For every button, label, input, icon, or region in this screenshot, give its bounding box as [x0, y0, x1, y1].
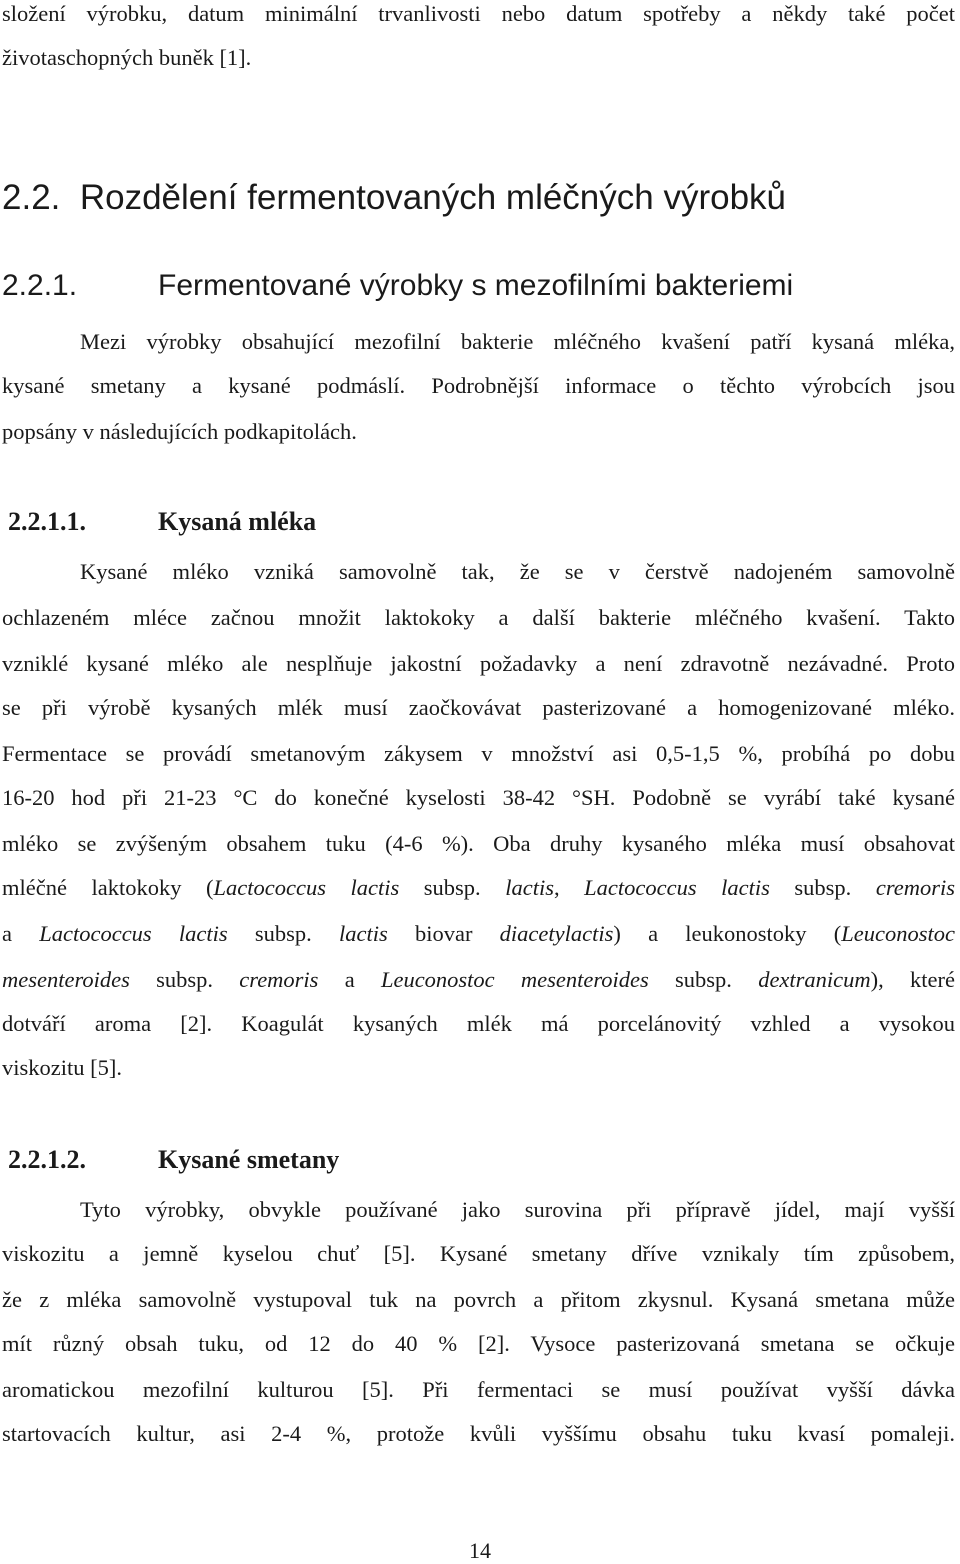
section-title-2-2-1: Fermentované výrobky s mezofilními bakteriemi — [158, 269, 794, 302]
paragraph-line: vzniklé kysané mléko ale nesplňuje jakostní požadavky a není zdravotně nezávadné. Proto — [2, 651, 955, 676]
species-name: cremoris — [875, 875, 955, 900]
species-name: Lactococcus lactis — [584, 875, 770, 900]
paragraph-line: startovacích kultur, asi 2-4 %, protože kvůli vyššímu obsahu tuku kvasí pomaleji. — [2, 1421, 955, 1446]
section-heading-2-2 — [2, 178, 786, 218]
species-name: diacetylactis — [499, 921, 614, 946]
paragraph-line: kysané smetany a kysané podmáslí. Podrobnější informace o těchto výrobcích jsou — [2, 373, 955, 398]
paragraph-line: Kysané mléko vzniká samovolně tak, že se v čerstvě nadojeném samovolně — [80, 559, 955, 584]
paragraph-line: 16-20 hod při 21-23 °C do konečné kyselosti 38-42 °SH. Podobně se vyrábí také kysané — [2, 785, 955, 810]
paragraph-line — [2, 874, 955, 902]
text-run: subsp. — [648, 967, 759, 992]
text-run: a — [318, 967, 381, 992]
text-run: subsp. — [129, 967, 240, 992]
paragraph-line: popsány v následujících podkapitolách. — [2, 419, 357, 444]
paragraph-line: Fermentace se provádí smetanovým zákysem v množství asi 0,5-1,5 %, probíhá po dobu — [2, 741, 955, 766]
section-number-2-2-1-2: 2.2.1.2. — [8, 1145, 86, 1174]
text-run: mléčné laktokoky ( — [2, 875, 214, 900]
section-number-2-2-1: 2.2.1. — [2, 269, 78, 302]
paragraph-line: aromatickou mezofilní kulturou [5]. Při fermentaci se musí používat vyšší dávka — [2, 1377, 955, 1402]
paragraph-line — [2, 920, 955, 948]
paragraph-line: že z mléka samovolně vystupoval tuk na povrch a přitom zkysnul. Kysaná smetana může — [2, 1287, 955, 1312]
text-run: a — [2, 921, 40, 946]
paragraph-line: se při výrobě kysaných mlék musí zaočkovávat pasterizované a homogenizované mléko. — [2, 695, 955, 720]
species-name: cremoris — [239, 967, 319, 992]
species-name: Leuconostoc — [841, 921, 956, 946]
text-run: biovar — [387, 921, 500, 946]
species-name: lactis — [339, 921, 388, 946]
paragraph-line — [2, 966, 955, 994]
paragraph-line: životaschopných buněk [1]. — [2, 45, 252, 70]
paragraph-line: viskozitu a jemně kyselou chuť [5]. Kysané smetany dříve vznikaly tím způsobem, — [2, 1241, 955, 1266]
text-run: ) a leukonostoky ( — [613, 921, 842, 946]
paragraph-line: Mezi výrobky obsahující mezofilní bakterie mléčného kvašení patří kysaná mléka, — [80, 329, 955, 354]
text-run: subsp. — [769, 875, 876, 900]
species-name: dextranicum — [758, 967, 871, 992]
text-run: subsp. — [227, 921, 339, 946]
paragraph-line: dotváří aroma [2]. Koagulát kysaných mlék má porcelánovitý vzhled a vysokou — [2, 1011, 955, 1036]
paragraph-line: ochlazeném mléce začnou množit laktokoky a další bakterie mléčného kvašení. Takto — [2, 605, 955, 630]
text-run: ), které — [870, 967, 955, 992]
species-name: lactis — [505, 875, 554, 900]
species-name: Leuconostoc mesenteroides — [380, 967, 649, 992]
paragraph-line: mléko se zvýšeným obsahem tuku (4-6 %). Oba druhy kysaného mléka musí obsahovat — [2, 831, 955, 856]
section-number-2-2-1-1: 2.2.1.1. — [8, 507, 86, 536]
section-title-2-2-1-1: Kysaná mléka — [158, 507, 317, 536]
paragraph-line: Tyto výrobky, obvykle používané jako surovina při přípravě jídel, mají vyšší — [80, 1197, 955, 1222]
text-run: subsp. — [399, 875, 506, 900]
section-number: 2.2. — [2, 178, 61, 217]
section-title: Rozdělení fermentovaných mléčných výrobků — [79, 178, 787, 217]
paragraph-line: mít různý obsah tuku, od 12 do 40 % [2]. Vysoce pasterizovaná smetana se očkuje — [2, 1331, 955, 1356]
paragraph-line: viskozitu [5]. — [2, 1055, 122, 1080]
paragraph-line: složení výrobku, datum minimální trvanlivosti nebo datum spotřeby a někdy také počet — [2, 1, 955, 26]
species-name: mesenteroides — [2, 967, 130, 992]
page-number: 14 — [469, 1538, 491, 1563]
text-run: , — [553, 875, 585, 900]
species-name: Lactococcus lactis — [39, 921, 228, 946]
species-name: Lactococcus lactis — [213, 875, 400, 900]
section-title-2-2-1-2: Kysané smetany — [158, 1145, 340, 1174]
